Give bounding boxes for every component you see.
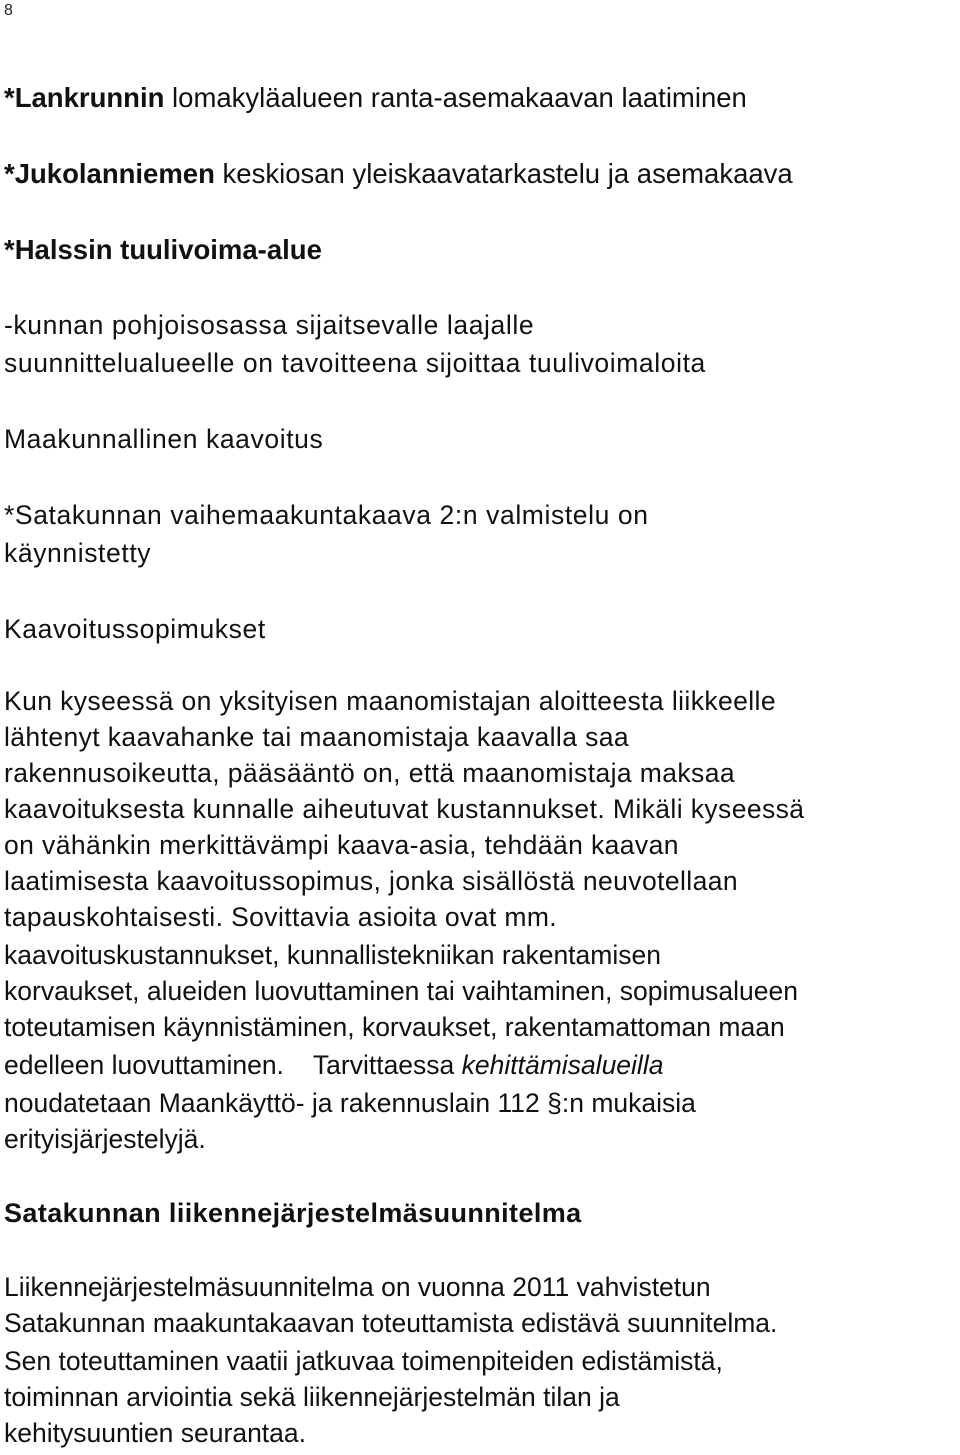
agreements-line: Kun kyseessä on yksityisen maanomistajan aloitteesta liikkeelle: [4, 686, 776, 716]
agreements-line: korvaukset, alueiden luovuttaminen tai vaihtaminen, sopimusalueen: [4, 976, 799, 1006]
regional-line: käynnistetty: [4, 538, 152, 568]
project-name: *Jukolanniemen: [4, 158, 215, 189]
traffic-line: Satakunnan maakuntakaavan toteuttamista edistävä suunnitelma.: [4, 1308, 778, 1338]
traffic-line: Liikennejärjestelmäsuunnitelma on vuonna 2011 vahvistetun: [4, 1272, 711, 1302]
traffic-line: toiminnan arviointia sekä liikennejärjestelmän tilan ja: [4, 1382, 620, 1412]
project-item-lankrunni: [4, 82, 747, 114]
traffic-heading: Satakunnan liikennejärjestelmäsuunnitelma: [4, 1198, 582, 1228]
regional-line: *Satakunnan vaihemaakuntakaava 2:n valmistelu on: [4, 500, 649, 530]
project-name: *Lankrunnin: [4, 82, 165, 113]
project-desc: keskiosan yleiskaavatarkastelu ja asemakaava: [214, 158, 793, 189]
agreements-line: kaavoituskustannukset, kunnallistekniikan rakentamisen: [4, 940, 661, 970]
agreements-line: toteutamisen käynnistäminen, korvaukset, rakentamattoman maan: [4, 1012, 785, 1042]
agreements-heading: Kaavoitussopimukset: [4, 614, 266, 644]
agreements-line: laatimisesta kaavoitussopimus, jonka sisällöstä neuvotellaan: [4, 866, 738, 896]
project-item-jukolanniemi: [4, 158, 793, 190]
agreements-text: edelleen luovuttaminen. Tarvittaessa: [4, 1050, 462, 1080]
halssi-detail-line: -kunnan pohjoisosassa sijaitsevalle laajalle: [4, 310, 535, 340]
emphasis-development-areas: kehittämisalueilla: [461, 1050, 664, 1080]
project-desc: lomakyläalueen ranta-asemakaavan laatiminen: [164, 82, 747, 113]
traffic-line: Sen toteuttaminen vaatii jatkuvaa toimenpiteiden edistämistä,: [4, 1346, 723, 1376]
agreements-line: rakennusoikeutta, pääsääntö on, että maanomistaja maksaa: [4, 758, 735, 788]
project-name: *Halssin tuulivoima-alue: [4, 234, 322, 265]
page-number: 8: [4, 2, 13, 19]
regional-heading: Maakunnallinen kaavoitus: [4, 424, 324, 454]
traffic-line: kehitysuuntien seurantaa.: [4, 1418, 307, 1448]
agreements-line: erityisjärjestelyjä.: [4, 1124, 206, 1154]
agreements-line: tapauskohtaisesti. Sovittavia asioita ovat mm.: [4, 902, 558, 932]
agreements-line: noudatetaan Maankäyttö- ja rakennuslain 112 §:n mukaisia: [4, 1088, 696, 1118]
agreements-line: [4, 1050, 663, 1081]
agreements-line: lähtenyt kaavahanke tai maanomistaja kaavalla saa: [4, 722, 630, 752]
agreements-line: kaavoituksesta kunnalle aiheutuvat kustannukset. Mikäli kyseessä: [4, 794, 805, 824]
project-item-halssi: [4, 234, 322, 266]
agreements-line: on vähänkin merkittävämpi kaava-asia, tehdään kaavan: [4, 830, 679, 860]
halssi-detail-line: suunnittelualueelle on tavoitteena sijoittaa tuulivoimaloita: [4, 348, 706, 378]
